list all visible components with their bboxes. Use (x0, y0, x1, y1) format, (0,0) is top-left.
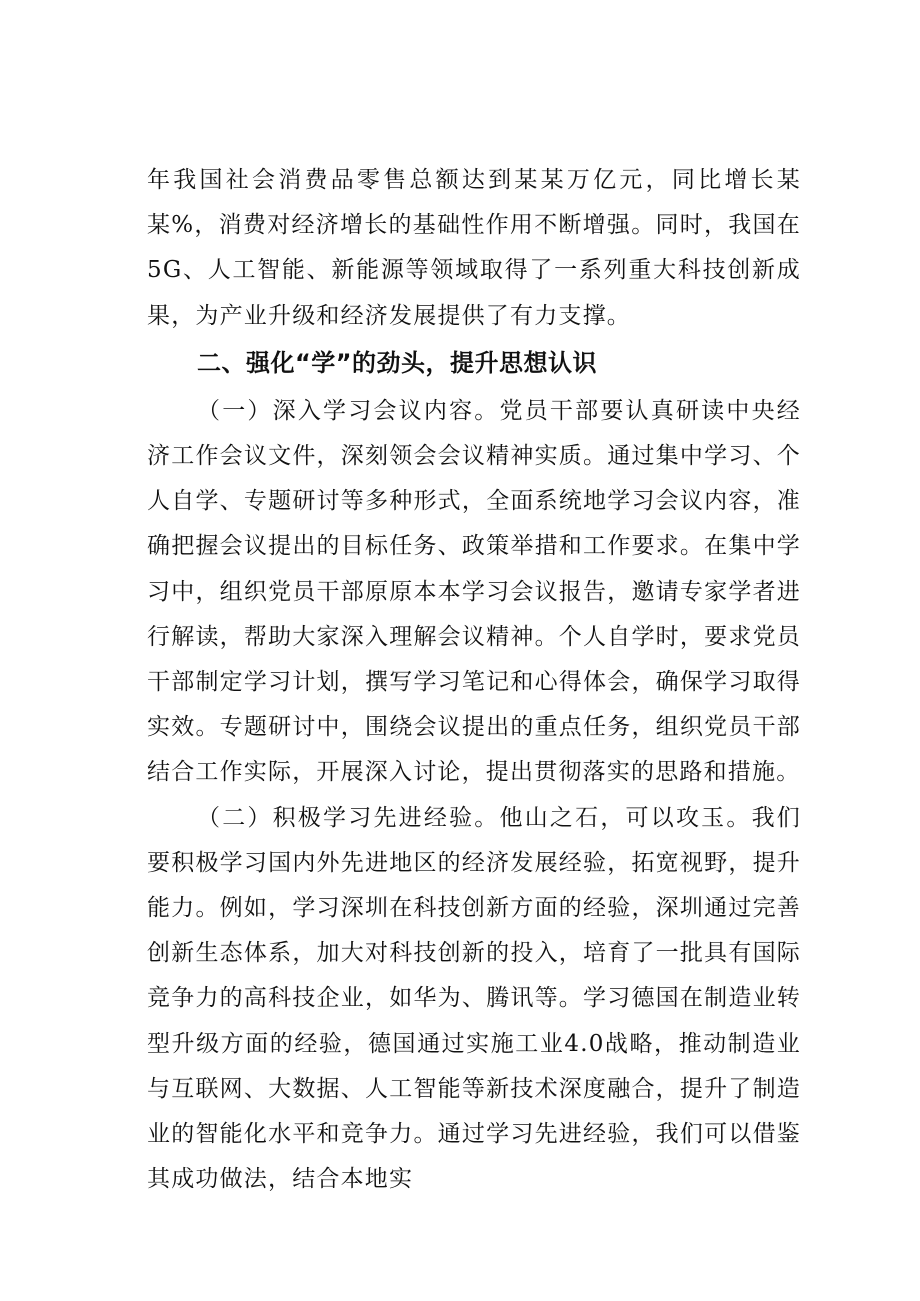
document-body (147, 158, 801, 1202)
body-paragraph-study-content: （一）深入学习会议内容。党员干部要认真研读中央经济工作会议文件，深刻领会会议精神实质。通过集中学习、个人自学、专题研讨等多种形式，全面系统地学习会议内容，准确把握会议提出的目标任务、政策举措和工作要求。在集中学习中，组织党员干部原原本本学习会议报告，邀请专家学者进行解读，帮助大家深入理解会议精神。个人自学时，要求党员干部制定学习计划，撰写学习笔记和心得体会，确保学习取得实效。专题研讨中，围绕会议提出的重点任务，组织党员干部结合工作实际，开展深入讨论，提出贯彻落实的思路和措施。 (147, 397, 801, 786)
body-paragraph-study-experience: （二）积极学习先进经验。他山之石，可以攻玉。我们要积极学习国内外先进地区的经济发展经验，拓宽视野，提升能力。例如，学习深圳在科技创新方面的经验，深圳通过完善创新生态体系，加大对科技创新的投入，培育了一批具有国际竞争力的高科技企业，如华为、腾讯等。学习德国在制造业转型升级方面的经验，德国通过实施工业4.0战略，推动制造业与互联网、大数据、人工智能等新技术深度融合，提升了制造业的智能化水平和竞争力。通过学习先进经验，我们可以借鉴其成功做法，结合本地实 (147, 804, 801, 1193)
body-paragraph-continued: 年我国社会消费品零售总额达到某某万亿元，同比增长某某%，消费对经济增长的基础性作用不断增强。同时，我国在5G、人工智能、新能源等领域取得了一系列重大科技创新成果，为产业升级和经济发展提供了有力支撑。 (147, 167, 801, 329)
section-heading: 二、强化“学”的劲头，提升思想认识 (197, 348, 598, 377)
